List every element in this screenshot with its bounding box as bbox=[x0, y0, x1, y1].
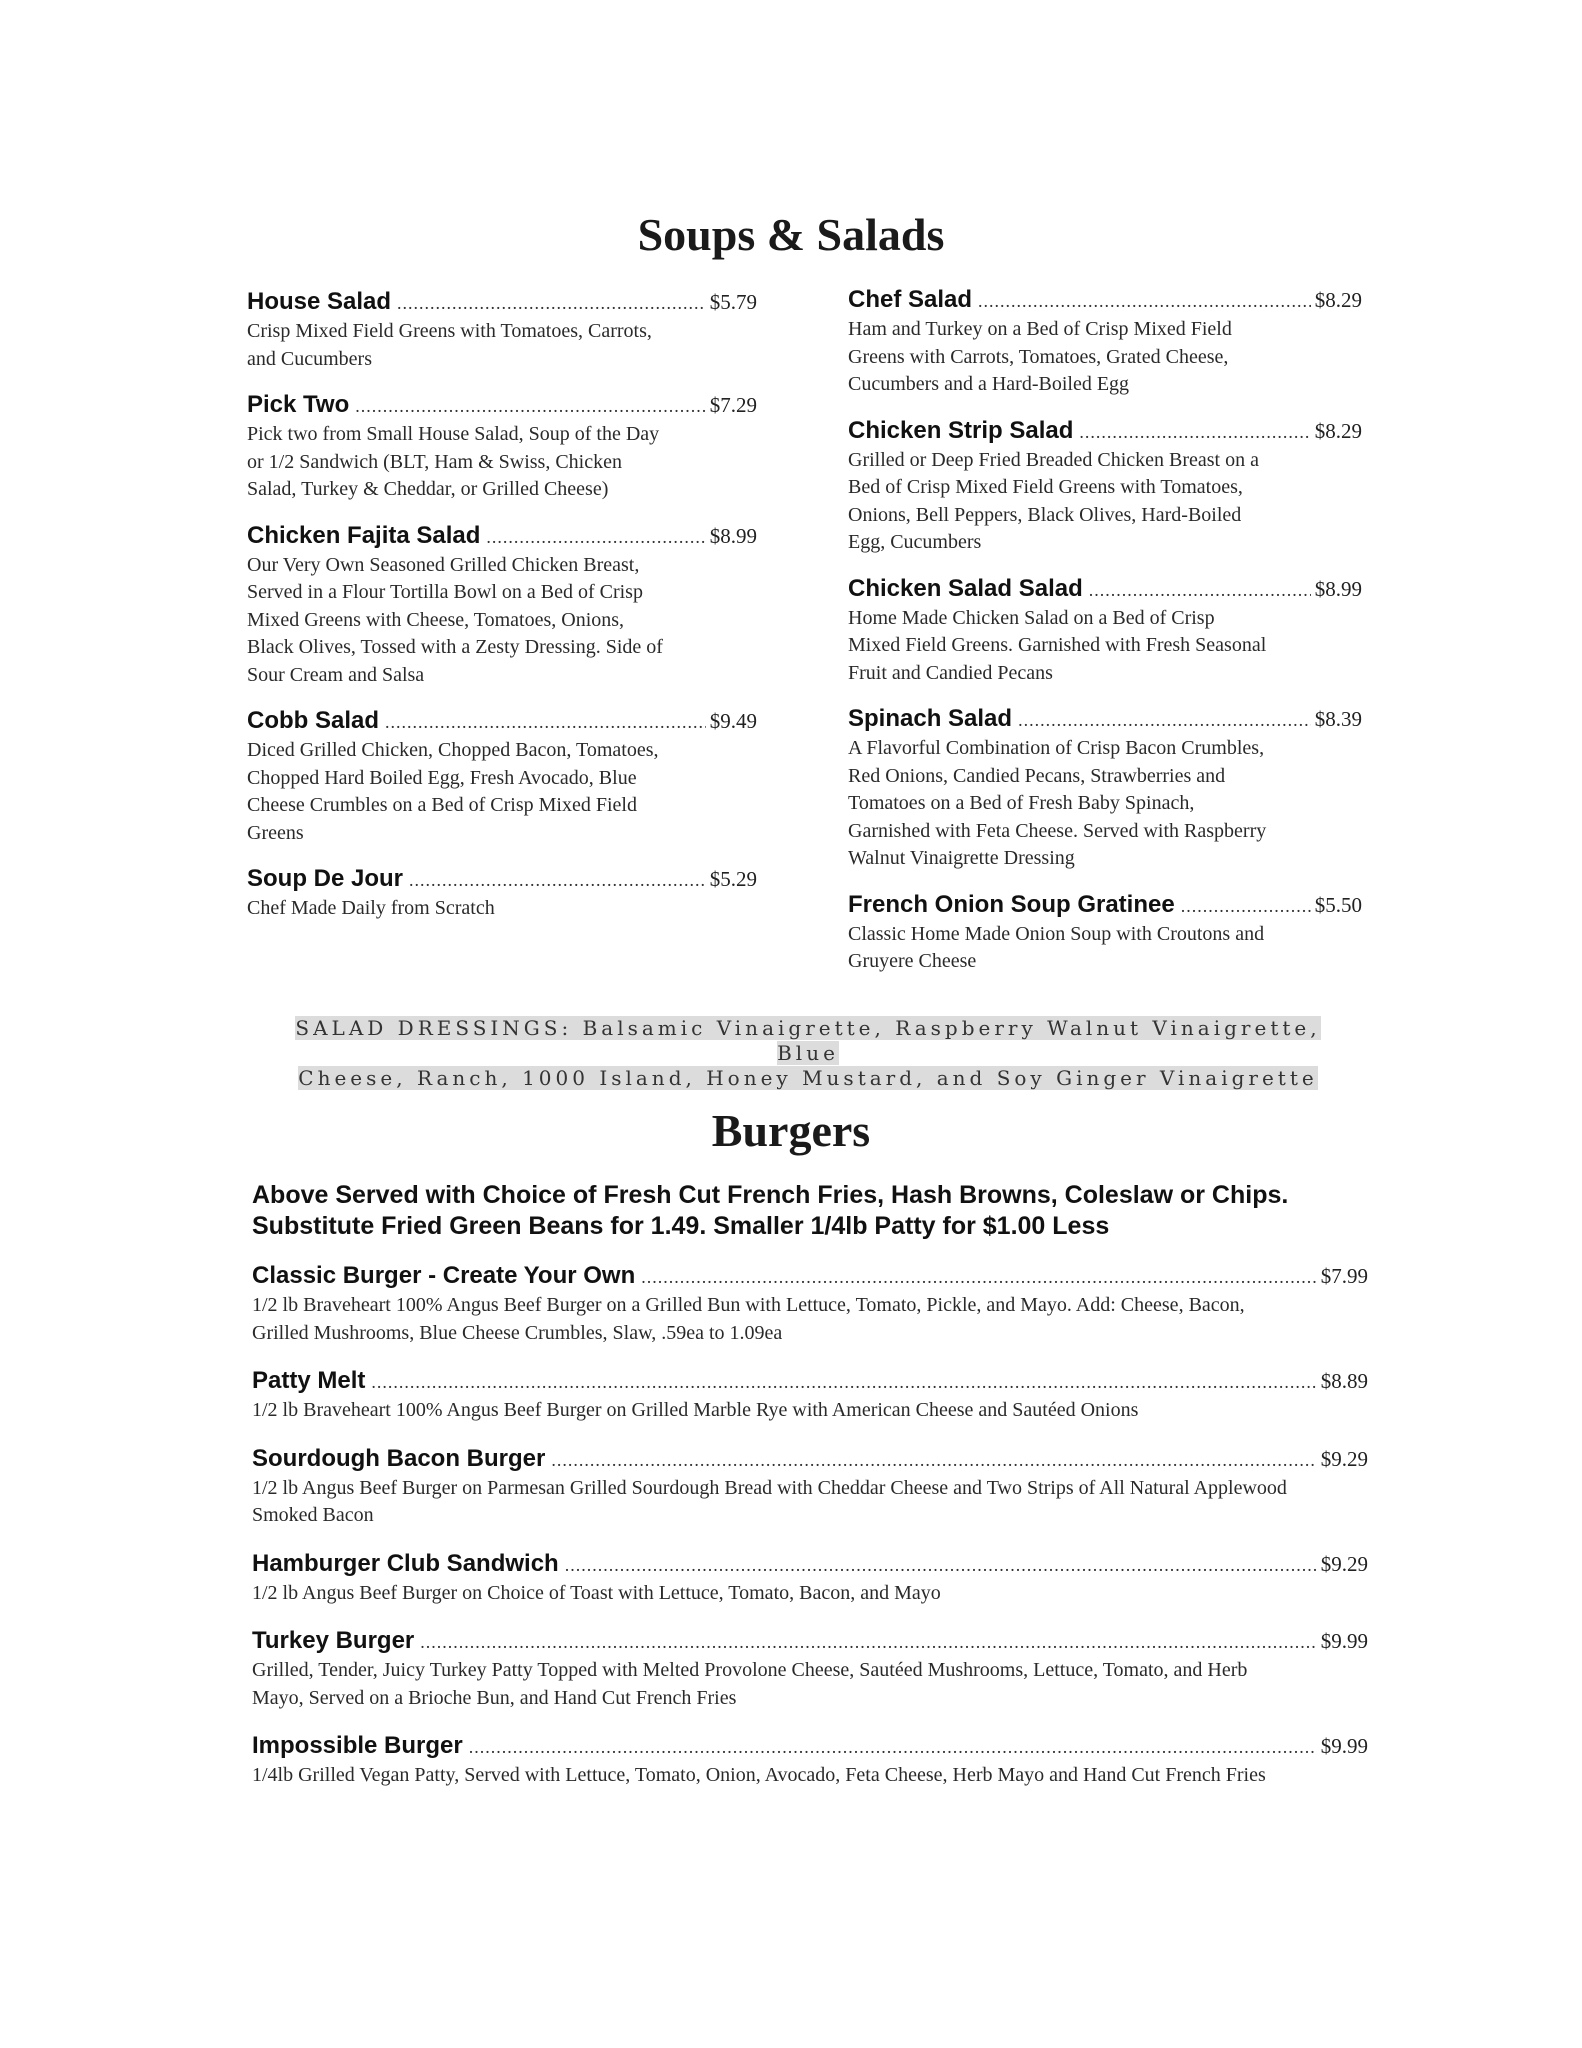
leader-dots bbox=[1089, 580, 1311, 601]
item-description: 1/2 lb Angus Beef Burger on Parmesan Grilled Sourdough Bread with Cheddar Cheese and Two Strips of All Natural Applewood Smoked Bacon bbox=[252, 1476, 1287, 1526]
item-description: 1/2 lb Braveheart 100% Angus Beef Burger on Grilled Marble Rye with American Cheese and Sautéed Onions bbox=[252, 1399, 1139, 1421]
leader-dots bbox=[409, 870, 706, 891]
item-name: Chef Salad bbox=[848, 286, 973, 313]
menu-item bbox=[247, 865, 757, 923]
dressings-line-2: Cheese, Ranch, 1000 Island, Honey Mustard, and Soy Ginger Vinaigrette bbox=[298, 1066, 1318, 1090]
item-name: Spinach Salad bbox=[848, 705, 1013, 732]
menu-item bbox=[848, 705, 1362, 873]
menu-item bbox=[848, 286, 1362, 399]
menu-item bbox=[252, 1627, 1368, 1712]
leader-dots bbox=[469, 1737, 1317, 1758]
leader-dots bbox=[420, 1632, 1316, 1653]
item-name: Pick Two bbox=[247, 391, 350, 418]
leader-dots bbox=[641, 1267, 1317, 1288]
item-description: Our Very Own Seasoned Grilled Chicken Breast, Served in a Flour Tortilla Bowl on a Bed of Crisp Mixed Greens with Cheese, Tomatoes, Onions, Black Olives, Tossed with a Zesty Dressing. Side of Sour Cream and Salsa bbox=[247, 553, 663, 686]
salad-dressings-note bbox=[268, 1016, 1348, 1091]
item-price: $7.99 bbox=[1320, 1264, 1368, 1288]
leader-dots bbox=[978, 291, 1311, 312]
item-description: 1/2 lb Braveheart 100% Angus Beef Burger on a Grilled Bun with Lettuce, Tomato, Pickle, and Mayo. Add: Cheese, Bacon, Grilled Mushrooms, Blue Cheese Crumbles, Slaw, .59ea to 1.09ea bbox=[252, 1294, 1245, 1344]
menu-item bbox=[252, 1550, 1368, 1608]
item-price: $9.99 bbox=[1320, 1629, 1368, 1653]
item-name: Sourdough Bacon Burger bbox=[252, 1444, 546, 1472]
item-price: $8.29 bbox=[1314, 288, 1362, 312]
leader-dots bbox=[486, 527, 705, 548]
leader-dots bbox=[551, 1450, 1316, 1471]
leader-dots bbox=[397, 293, 706, 314]
item-header bbox=[247, 288, 757, 316]
item-description: Grilled or Deep Fried Breaded Chicken Breast on a Bed of Crisp Mixed Field Greens with Tomatoes, Onions, Bell Peppers, Black Olives, Hard-Boiled Egg, Cucumbers bbox=[848, 448, 1259, 553]
item-price: $5.79 bbox=[709, 290, 757, 314]
item-description: Grilled, Tender, Juicy Turkey Patty Topped with Melted Provolone Cheese, Sautéed Mushrooms, Lettuce, Tomato, and Herb Mayo, Served on a Brioche Bun, and Hand Cut French Fries bbox=[252, 1659, 1248, 1709]
dressings-line-1: SALAD DRESSINGS: Balsamic Vinaigrette, Raspberry Walnut Vinaigrette, Blue bbox=[295, 1016, 1321, 1065]
item-price: $5.29 bbox=[709, 867, 757, 891]
item-name: Chicken Strip Salad bbox=[848, 416, 1074, 444]
item-header bbox=[252, 1262, 1368, 1290]
burgers-note-line-1: Above Served with Choice of Fresh Cut French Fries, Hash Browns, Coleslaw or Chips. bbox=[252, 1181, 1289, 1209]
item-name: Chicken Fajita Salad bbox=[247, 521, 481, 549]
item-header bbox=[848, 891, 1362, 919]
item-price: $8.99 bbox=[709, 523, 757, 548]
item-description: A Flavorful Combination of Crisp Bacon Crumbles, Red Onions, Candied Pecans, Strawberries and Tomatoes on a Bed of Fresh Baby Spinach, Garnished with Feta Cheese. Served with Raspberry Walnut Vinaigrette Dressing bbox=[848, 737, 1267, 869]
item-description: 1/4lb Grilled Vegan Patty, Served with Lettuce, Tomato, Onion, Avocado, Feta Cheese, Herb Mayo and Hand Cut French Fries bbox=[252, 1764, 1266, 1786]
item-price: $7.29 bbox=[709, 393, 757, 417]
item-name: House Salad bbox=[247, 288, 392, 315]
item-price: $9.49 bbox=[709, 709, 757, 733]
item-price: $9.29 bbox=[1320, 1446, 1368, 1471]
soups-salads-left-column bbox=[247, 288, 757, 941]
item-header bbox=[252, 1367, 1368, 1395]
item-price: $5.50 bbox=[1314, 892, 1362, 917]
burgers-note-line-2: Substitute Fried Green Beans for 1.49. Smaller 1/4lb Patty for $1.00 Less bbox=[252, 1212, 1110, 1240]
menu-item bbox=[252, 1732, 1368, 1790]
item-header bbox=[848, 575, 1362, 603]
burgers-list bbox=[252, 1262, 1368, 1810]
item-price: $8.39 bbox=[1314, 707, 1362, 731]
menu-item bbox=[247, 522, 757, 690]
burgers-sides-note bbox=[252, 1180, 1372, 1242]
item-name: Turkey Burger bbox=[252, 1627, 415, 1654]
item-price: $8.89 bbox=[1320, 1369, 1368, 1393]
item-price: $9.29 bbox=[1320, 1551, 1368, 1576]
item-header bbox=[848, 286, 1362, 314]
item-header bbox=[252, 1627, 1368, 1655]
menu-item bbox=[252, 1445, 1368, 1530]
menu-item bbox=[247, 288, 757, 373]
item-header bbox=[247, 707, 757, 735]
leader-dots bbox=[1018, 710, 1311, 731]
soups-salads-right-column bbox=[848, 286, 1362, 994]
menu-item bbox=[247, 391, 757, 504]
item-description: Crisp Mixed Field Greens with Tomatoes, Carrots, and Cucumbers bbox=[247, 320, 652, 370]
leader-dots bbox=[371, 1372, 1316, 1393]
item-description: Home Made Chicken Salad on a Bed of Crisp Mixed Field Greens. Garnished with Fresh Seasonal Fruit and Candied Pecans bbox=[848, 606, 1267, 684]
item-description: Chef Made Daily from Scratch bbox=[247, 897, 495, 919]
item-name: French Onion Soup Gratinee bbox=[848, 890, 1175, 918]
menu-item bbox=[252, 1262, 1368, 1347]
item-name: Soup De Jour bbox=[247, 865, 404, 892]
menu-item bbox=[848, 891, 1362, 976]
item-header bbox=[252, 1732, 1368, 1760]
item-description: Pick two from Small House Salad, Soup of the Day or 1/2 Sandwich (BLT, Ham & Swiss, Chicken Salad, Turkey & Cheddar, or Grilled Cheese) bbox=[247, 423, 660, 500]
item-header bbox=[247, 391, 757, 419]
item-description: Diced Grilled Chicken, Chopped Bacon, Tomatoes, Chopped Hard Boiled Egg, Fresh Avocado, Blue Cheese Crumbles on a Bed of Crisp Mixed Field Greens bbox=[247, 739, 659, 844]
item-price: $9.99 bbox=[1320, 1734, 1368, 1758]
item-price: $8.29 bbox=[1314, 418, 1362, 443]
item-name: Chicken Salad Salad bbox=[848, 574, 1083, 602]
item-name: Patty Melt bbox=[252, 1367, 366, 1394]
item-header bbox=[252, 1445, 1368, 1473]
item-name: Hamburger Club Sandwich bbox=[252, 1549, 559, 1577]
leader-dots bbox=[1079, 422, 1310, 443]
item-header bbox=[247, 865, 757, 893]
leader-dots bbox=[355, 396, 706, 417]
burgers-title: Burgers bbox=[711, 1105, 871, 1156]
soups-salads-title: Soups & Salads bbox=[637, 209, 945, 260]
item-name: Impossible Burger bbox=[252, 1732, 463, 1759]
item-price: $8.99 bbox=[1314, 576, 1362, 601]
menu-item bbox=[848, 575, 1362, 688]
item-header bbox=[848, 417, 1362, 445]
item-header bbox=[848, 705, 1362, 733]
menu-item bbox=[848, 417, 1362, 557]
item-name: Cobb Salad bbox=[247, 707, 380, 734]
item-description: Ham and Turkey on a Bed of Crisp Mixed Field Greens with Carrots, Tomatoes, Grated Cheese, Cucumbers and a Hard-Boiled Egg bbox=[848, 318, 1232, 395]
leader-dots bbox=[565, 1555, 1317, 1576]
item-header bbox=[247, 522, 757, 550]
item-header bbox=[252, 1550, 1368, 1578]
menu-item bbox=[247, 707, 757, 847]
leader-dots bbox=[385, 712, 706, 733]
item-name: Classic Burger - Create Your Own bbox=[252, 1262, 636, 1289]
item-description: Classic Home Made Onion Soup with Croutons and Gruyere Cheese bbox=[848, 922, 1265, 972]
menu-item bbox=[252, 1367, 1368, 1425]
item-description: 1/2 lb Angus Beef Burger on Choice of Toast with Lettuce, Tomato, Bacon, and Mayo bbox=[252, 1581, 941, 1604]
leader-dots bbox=[1181, 896, 1311, 917]
